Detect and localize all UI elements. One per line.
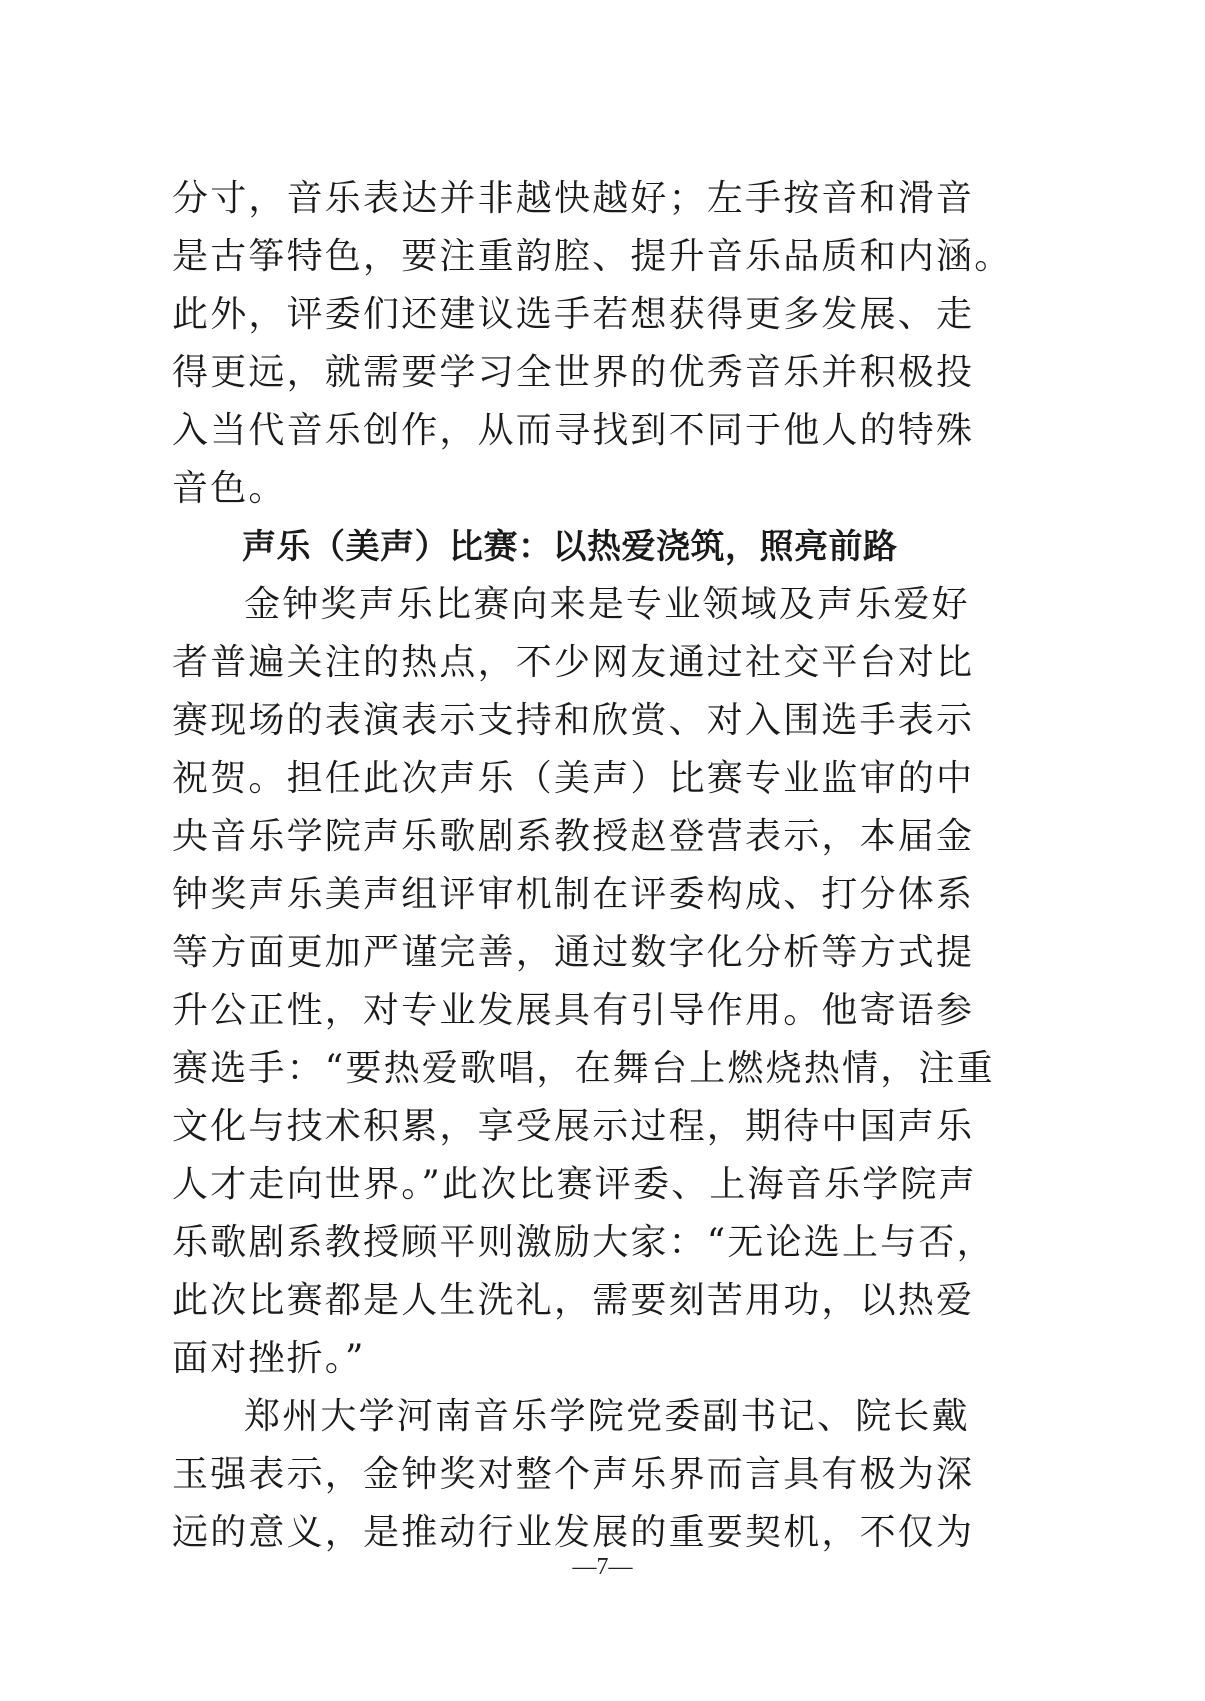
paragraph-guzheng-advice	[172, 170, 1013, 518]
text-line: 分寸，音乐表达并非越快越好；左手按音和滑音	[172, 178, 975, 219]
text-line: 央音乐学院声乐歌剧系教授赵登营表示，本届金	[172, 816, 975, 857]
text-line: 等方面更加严谨完善，通过数字化分析等方式提	[172, 932, 975, 973]
section-heading-vocal-bel-canto: 声乐（美声）比赛：以热爱浇筑，照亮前路	[242, 527, 898, 567]
paragraph-vocal-competition	[172, 576, 995, 1388]
text-line: 乐歌剧系教授顾平则激励大家：“无论选上与否，	[172, 1222, 995, 1263]
text-line: 得更远，就需要学习全世界的优秀音乐并积极投	[172, 352, 975, 393]
text-line: 钟奖声乐美声组评审机制在评委构成、打分体系	[172, 874, 975, 915]
page-number: —7—	[572, 1554, 633, 1580]
text-line: 金钟奖声乐比赛向来是专业领域及声乐爱好	[244, 584, 970, 625]
text-line: 郑州大学河南音乐学院党委副书记、院长戴	[244, 1396, 970, 1437]
text-line: 玉强表示，金钟奖对整个声乐界而言具有极为深	[172, 1454, 975, 1495]
text-line: 人才走向世界。”此次比赛评委、上海音乐学院声	[172, 1164, 977, 1205]
text-line: 祝贺。担任此次声乐（美声）比赛专业监审的中	[172, 758, 975, 799]
text-line: 入当代音乐创作，从而寻找到不同于他人的特殊	[172, 410, 975, 451]
text-line: 是古筝特色，要注重韵腔、提升音乐品质和内涵。	[172, 236, 1013, 277]
text-line: 赛现场的表演表示支持和欣赏、对入围选手表示	[172, 700, 975, 741]
text-line: 此次比赛都是人生洗礼，需要刻苦用功，以热爱	[172, 1280, 975, 1321]
text-line: 远的意义，是推动行业发展的重要契机，不仅为	[172, 1512, 975, 1553]
text-line: 者普遍关注的热点，不少网友通过社交平台对比	[172, 642, 975, 683]
text-line: 文化与技术积累，享受展示过程，期待中国声乐	[172, 1106, 975, 1147]
text-line: 赛选手：“要热爱歌唱，在舞台上燃烧热情，注重	[172, 1048, 995, 1089]
document-body	[172, 170, 1013, 1562]
paragraph-zhengzhou-university	[172, 1388, 975, 1562]
text-line: 升公正性，对专业发展具有引导作用。他寄语参	[172, 990, 975, 1031]
text-line: 音色。	[172, 468, 287, 509]
text-line: 面对挫折。”	[172, 1338, 366, 1379]
text-line: 此外，评委们还建议选手若想获得更多发展、走	[172, 294, 975, 335]
